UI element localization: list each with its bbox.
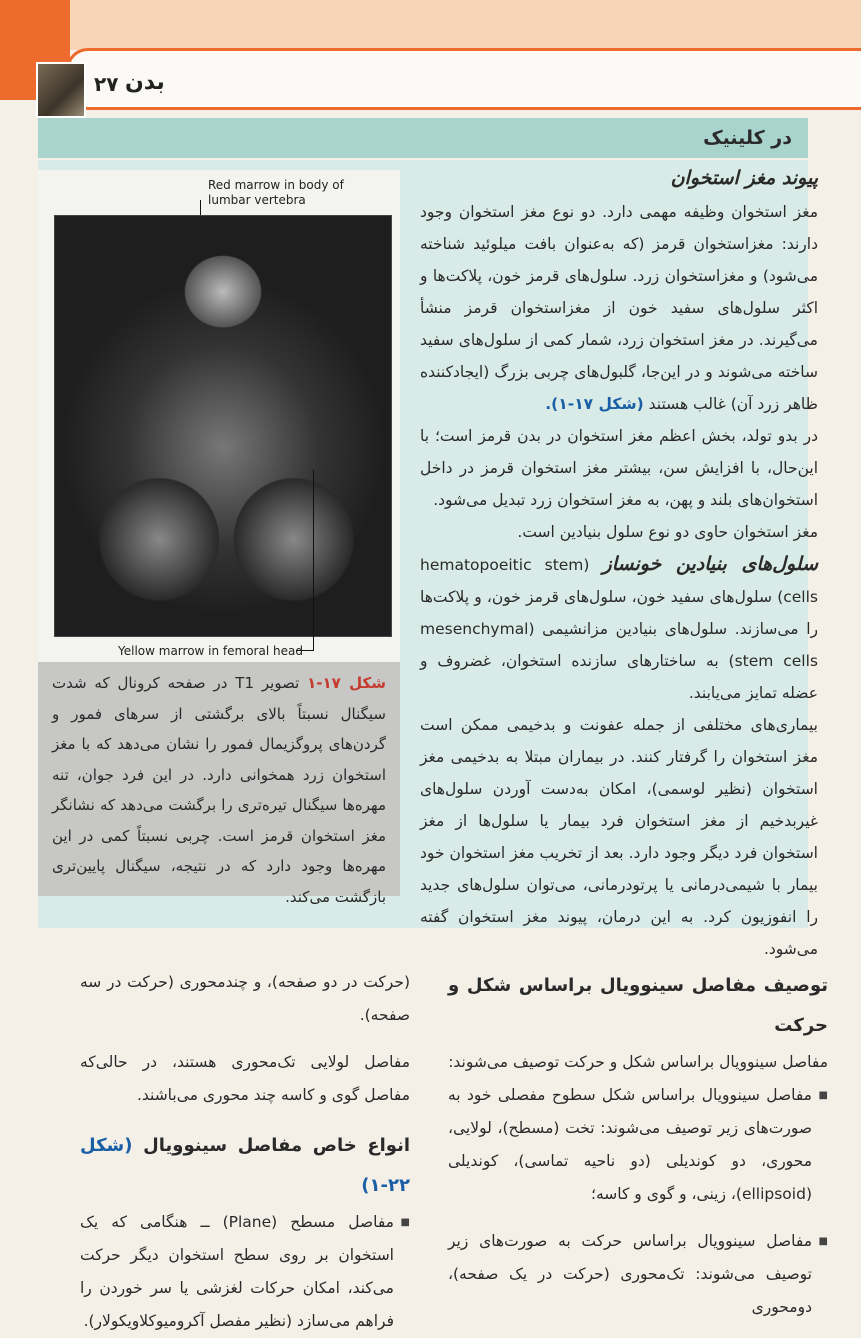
bullet-plane-joints: ■ مفاصل مسطح (Plane) ــ هنگامی که یک استخوان بر روی سطح استخوان دیگر حرکت می‌کند، امکان حرکات لغزشی یا سر خوردن را فراهم می‌سازد (نظیر مفصل آکرومیوکلاویکولار).	[80, 1206, 410, 1338]
bullet-movement: ■ مفاصل سینوویال براساس حرکت به صورت‌های زیر توصیف می‌شوند: تک‌محوری (حرکت در یک صفحه)، دومحوری	[448, 1225, 828, 1324]
figure-caption	[38, 662, 400, 906]
right-column	[448, 966, 828, 1324]
pointer-line-bottom-v	[313, 470, 314, 650]
clinic-paragraph-1	[420, 196, 818, 420]
running-header	[66, 48, 861, 110]
caption-text: تصویر T1 در صفحه کرونال که شدت سیگنال نسبتاً بالای برگشتی از سرهای فمور و گردن‌های پروگزیمال فمور را نشان می‌دهد که با مغز استخوان زرد همخوانی دارد. در این فرد جوان، تنه مهره‌ها سیگنال تیره‌تری را برگشت می‌دهد که نشانگر مغز استخوان قرمز است. چربی نسبتاً کمی در این مهره‌ها وجود دارد که در نتیجه، سیگنال پایین‌تری بازگشت می‌کند.	[52, 674, 386, 906]
top-band	[70, 0, 861, 50]
clinic-p4-text: سلول‌های سفید خون، سلول‌های قرمز خون، و پلاکت‌ها را می‌سازند. سلول‌های بنیادین مزانشیمی (mesenchymal stem cells) به ساختارهای سازنده استخوان، غضروف و عضله تمایز می‌یابند.	[420, 588, 818, 702]
clinic-text-column	[420, 160, 818, 965]
clinic-p1-text: مغز استخوان وظیفه مهمی دارد. دو نوع مغز استخوان وجود دارند: مغزاستخوان قرمز (که به‌عنوان بافت میلوئید شناخته می‌شود) و مغزاستخوان زرد. سلول‌های قرمز خون، پلاکت‌ها و اکثر سلول‌های سفید خون از مغزاستخوان قرمز منشأ می‌گیرند. در مغز استخوان زرد، شمار کمی از سلول‌های سفید ساخته می‌شوند و در این‌جا، گلبول‌های چربی بزرگ (ایجادکننده ظاهر زرد آن) غالب هستند	[420, 203, 818, 413]
special-joints-title-text: انواع خاص مفاصل سینوویال	[143, 1135, 410, 1156]
mri-figure	[38, 170, 400, 662]
in-the-clinic-header: در کلینیک	[38, 118, 808, 158]
section-title-special-joints	[80, 1126, 410, 1206]
mri-coronal-image	[54, 215, 392, 637]
clinic-subtitle-2: سلول‌های بنیادین خونساز	[602, 553, 819, 575]
clinic-paragraph-3: مغز استخوان حاوی دو نوع سلول بنیادین است.	[517, 523, 818, 541]
special-joints-figure-ref: (شکل ۲۲-۱)	[80, 1135, 410, 1196]
clinic-paragraph-4	[420, 548, 818, 709]
label-yellow-marrow: Yellow marrow in femoral head	[118, 644, 303, 658]
left-column	[80, 966, 410, 1338]
clinic-paragraph-5: بیماری‌های مختلفی از جمله عفونت و بدخیمی ممکن است مغز استخوان را گرفتار کنند. در بیماران مبتلا به بدخیمی مغز استخوان (نظیر لوسمی)، امکان به‌دست آوردن سلول‌های غیربدخیم از مغز استخوان فرد بیمار یا سلول‌ها از مغز استخوان فرد دیگر وجود دارد. بعد از تخریب مغز استخوان خود بیمار با شیمی‌درمانی یا پرتودرمانی، می‌توان سلول‌های جدید را انفوزیون کرد. به این درمان، پیوند مغز استخوان گفته می‌شود.	[420, 716, 818, 958]
hinge-ball-paragraph: مفاصل لولایی تک‌محوری هستند، در حالی‌که مفاصل گوی و کاسه چند محوری می‌باشند.	[80, 1053, 410, 1104]
clinic-paragraph-2: در بدو تولد، بخش اعظم مغز استخوان در بدن قرمز است؛ با این‌حال، با افزایش سن، بیشتر مغز استخوان قرمز در داخل استخوان‌های بلند و پهن، به مغز استخوان زرد تبدیل می‌شود.	[420, 427, 818, 509]
chapter-thumbnail-image	[36, 62, 86, 118]
continuation-text: (حرکت در دو صفحه)، و چندمحوری (حرکت در سه صفحه).	[80, 973, 410, 1024]
caption-figure-ref: شکل ۱۷-۱	[307, 674, 386, 692]
section-title-synovial: توصیف مفاصل سینوویال براساس شکل و حرکت	[448, 975, 828, 1036]
clinic-p1-figure-ref: (شکل ۱۷-۱).	[545, 395, 644, 413]
section-intro: مفاصل سینوویال براساس شکل و حرکت توصیف می‌شوند:	[448, 1053, 828, 1071]
clinic-sub2-english: (hematopoeitic stem cells)	[420, 556, 818, 606]
book-title: بدن	[125, 70, 165, 95]
bullet-shape: ■ مفاصل سینوویال براساس شکل سطوح مفصلی خود به صورت‌های زیر توصیف می‌شوند: تخت (مسطح)، لولایی، محوری، دو کوندیلی (دو ناحیه تماسی)، کوندیلی (ellipsoid)، زینی، و گوی و کاسه؛	[448, 1079, 828, 1211]
label-red-marrow: Red marrow in body of lumbar vertebra	[208, 178, 344, 207]
clinic-subtitle: پیوند مغز استخوان	[670, 167, 818, 189]
page-number: ۲۷	[94, 72, 119, 96]
